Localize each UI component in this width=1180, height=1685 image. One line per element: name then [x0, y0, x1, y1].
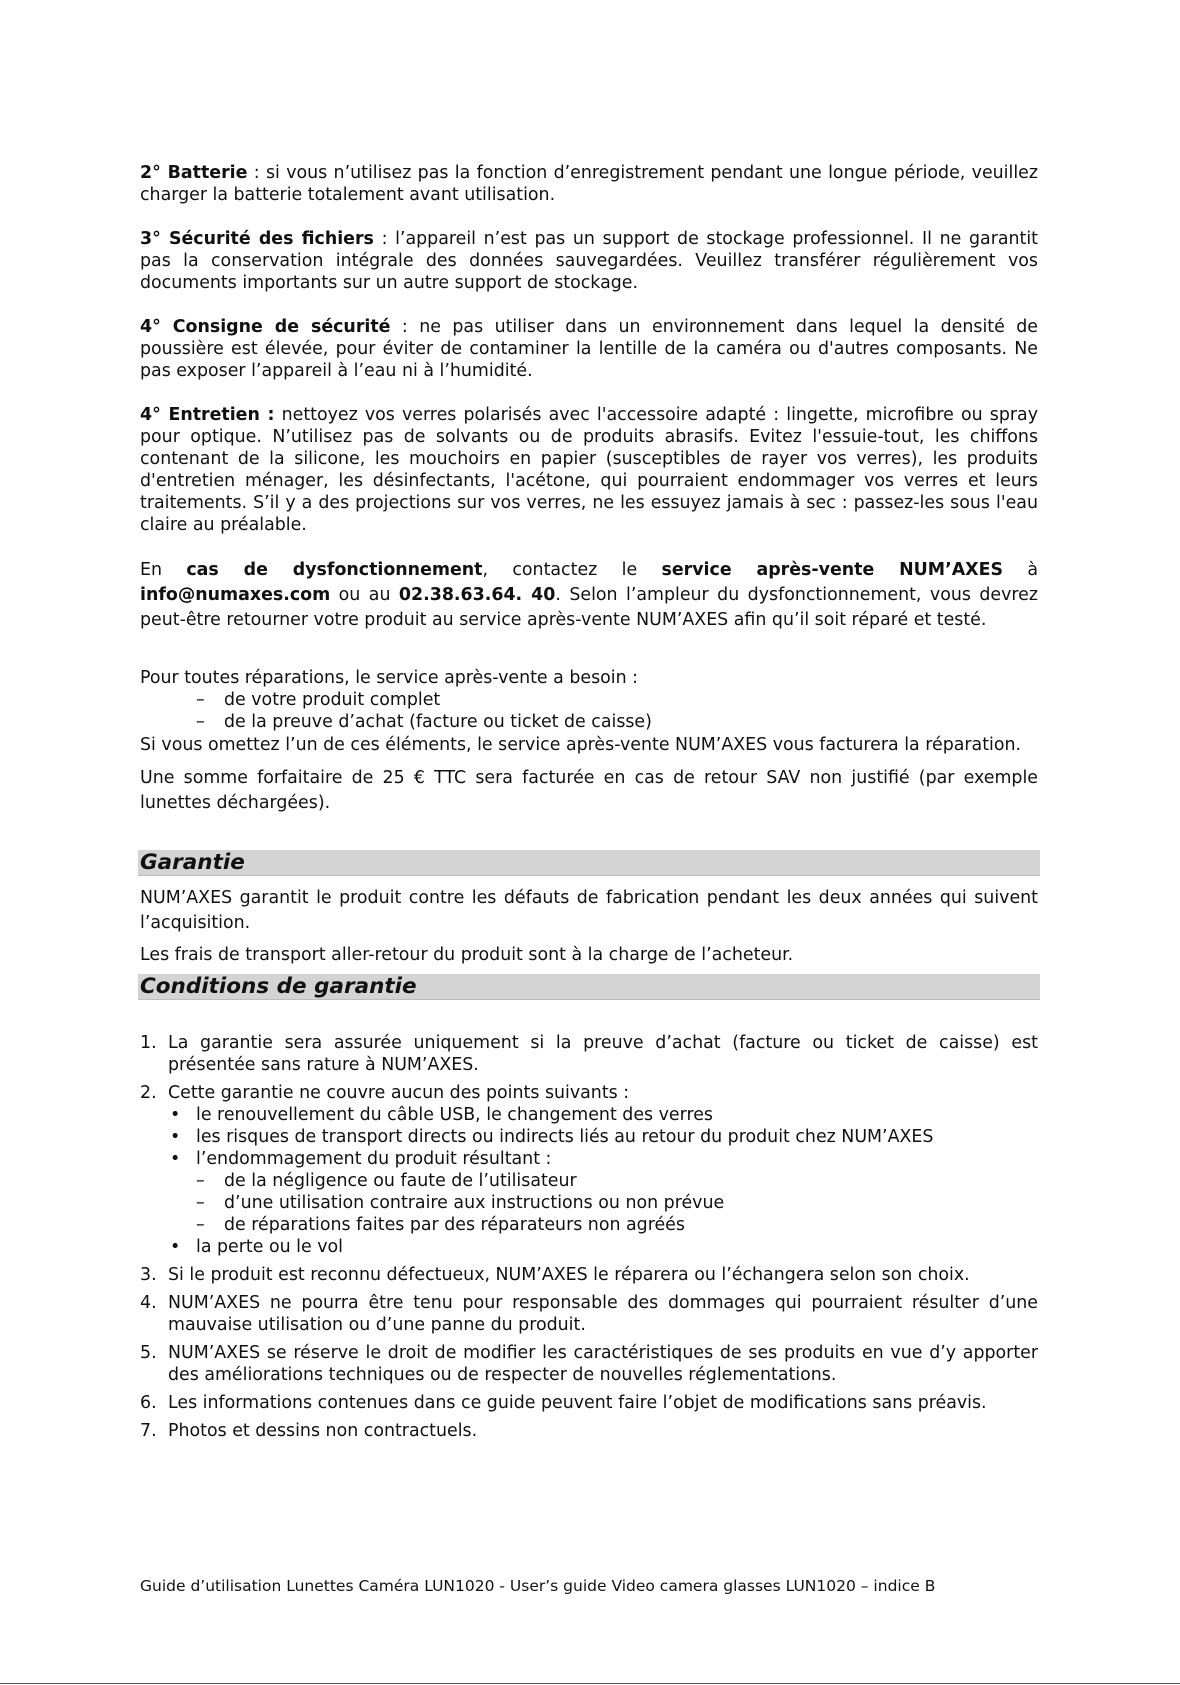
repairs-needs-list — [140, 689, 1038, 733]
malfunction-paragraph — [140, 558, 1038, 633]
item-number: 6. — [140, 1393, 157, 1413]
battery-paragraph — [140, 162, 1038, 206]
list-item — [140, 1264, 1038, 1286]
list-item — [140, 1292, 1038, 1336]
files-text: : l’appareil n’est pas un support de stockage professionnel. Il ne garantit pas la conservation intégrale des données sauvegardées. Veuillez transférer régulièrement vos documents importants sur un autre support de stockage. — [140, 229, 1038, 293]
list-item-text: l’endommagement du produit résultant : — [196, 1149, 552, 1169]
list-item: • la perte ou le vol — [168, 1236, 1038, 1258]
item-number: 5. — [140, 1343, 157, 1363]
list-item: – de réparations faites par des réparateurs non agréés — [196, 1214, 1038, 1236]
malfunction-bold-1: cas de dysfonctionnement — [186, 560, 483, 580]
malfunction-text-5: . Selon l’ampleur du dysfonctionnement, vous devrez peut-être retourner votre produit au service après-vente NUM’AXES afin qu’il soit réparé et testé. — [140, 585, 1038, 630]
list-item — [140, 1082, 1038, 1258]
list-item: • les risques de transport directs ou indirects liés au retour du produit chez NUM’AXES — [168, 1126, 1038, 1148]
malfunction-text-4: ou au — [330, 585, 399, 605]
files-title: 3° Sécurité des fichiers — [140, 229, 374, 249]
exclusions-list — [168, 1104, 1038, 1258]
safety-text: : ne pas utiliser dans un environnement dans lequel la densité de poussière est élevée, pour éviter de contaminer la lentille de la caméra ou d'autres composants. Ne pas exposer l’appareil à l’eau ni à l’humidité. — [140, 317, 1038, 381]
item-number: 7. — [140, 1421, 157, 1441]
list-item: – de la preuve d’achat (facture ou ticket de caisse) — [196, 711, 1038, 733]
malfunction-bold-2: service après-vente NUM’AXES — [661, 560, 1003, 580]
warranty-paragraph-2: Les frais de transport aller-retour du produit sont à la charge de l’acheteur. — [140, 945, 794, 965]
item-number: 4. — [140, 1293, 157, 1313]
list-item: – de la négligence ou faute de l’utilisateur — [196, 1170, 1038, 1192]
maintenance-paragraph — [140, 404, 1038, 536]
item-number: 3. — [140, 1265, 157, 1285]
condition-text: La garantie sera assurée uniquement si la preuve d’achat (facture ou ticket de caisse) est présentée sans rature à NUM’AXES. — [168, 1033, 1038, 1075]
conditions-list — [140, 1032, 1038, 1442]
repairs-intro: Pour toutes réparations, le service après-vente a besoin : — [140, 668, 639, 688]
condition-text: NUM’AXES ne pourra être tenu pour responsable des dommages qui pourraient résulter d’une mauvaise utilisation ou d’une panne du produit. — [168, 1293, 1038, 1335]
list-item — [140, 1392, 1038, 1414]
condition-text: NUM’AXES se réserve le droit de modifier les caractéristiques de ses produits en vue d’y apporter des améliorations techniques ou de respecter de nouvelles réglementations. — [168, 1343, 1038, 1385]
conditions-heading: Conditions de garantie — [138, 974, 1040, 1000]
page-divider — [0, 1683, 1180, 1684]
document-body — [140, 162, 1038, 1442]
list-item: – d’une utilisation contraire aux instructions ou non prévue — [196, 1192, 1038, 1214]
condition-text: Les informations contenues dans ce guide peuvent faire l’objet de modifications sans préavis. — [168, 1393, 987, 1413]
list-item — [168, 1148, 1038, 1236]
page-footer: Guide d’utilisation Lunettes Caméra LUN1020 - User’s guide Video camera glasses LUN1020 – indice B — [140, 1577, 936, 1595]
safety-paragraph — [140, 316, 1038, 382]
list-item — [140, 1342, 1038, 1386]
item-number: 1. — [140, 1033, 157, 1053]
safety-title: 4° Consigne de sécurité — [140, 317, 391, 337]
support-email: info@numaxes.com — [140, 585, 331, 605]
malfunction-text-3: à — [1002, 560, 1038, 580]
list-item — [140, 1420, 1038, 1442]
battery-title: 2° Batterie — [140, 163, 248, 183]
battery-text: : si vous n’utilisez pas la fonction d’enregistrement pendant une longue période, veuillez charger la batterie totalement avant utilisation. — [140, 163, 1038, 205]
condition-text: Cette garantie ne couvre aucun des points suivants : — [168, 1083, 630, 1103]
support-phone: 02.38.63.64. 40 — [398, 585, 556, 605]
repairs-fee: Une somme forfaitaire de 25 € TTC sera facturée en cas de retour SAV non justifié (par exemple lunettes déchargées). — [140, 768, 1038, 813]
condition-text: Photos et dessins non contractuels. — [168, 1421, 478, 1441]
condition-text: Si le produit est reconnu défectueux, NUM’AXES le réparera ou l’échangera selon son choix. — [168, 1265, 970, 1285]
list-item: • le renouvellement du câble USB, le changement des verres — [168, 1104, 1038, 1126]
files-paragraph — [140, 228, 1038, 294]
item-number: 2. — [140, 1083, 157, 1103]
damage-causes-list — [196, 1170, 1038, 1236]
warranty-paragraph-1: NUM’AXES garantit le produit contre les défauts de fabrication pendant les deux années qui suivent l’acquisition. — [140, 888, 1038, 933]
malfunction-text-1: En — [140, 560, 187, 580]
list-item — [140, 1032, 1038, 1076]
maintenance-text: nettoyez vos verres polarisés avec l'accessoire adapté : lingette, microfibre ou spray pour optique. N’utilisez pas de solvants ou de produits abrasifs. Evitez l'essuie-tout, les chiffons contenant de la silicone, les mouchoirs en papier (susceptibles de rayer vos verres), les produits d'entretien ménager, les désinfectants, l'acétone, qui pourraient endommager vos verres et leurs traitements. S’il y a des projections sur vos verres, ne les essuyez jamais à sec : passez-les sous l'eau claire au préalable. — [140, 405, 1038, 535]
malfunction-text-2: , contactez le — [482, 560, 662, 580]
warranty-heading: Garantie — [138, 850, 1040, 876]
list-item: – de votre produit complet — [196, 689, 1038, 711]
maintenance-title: 4° Entretien : — [140, 405, 275, 425]
repairs-omit: Si vous omettez l’un de ces éléments, le service après-vente NUM’AXES vous facturera la réparation. — [140, 735, 1022, 755]
